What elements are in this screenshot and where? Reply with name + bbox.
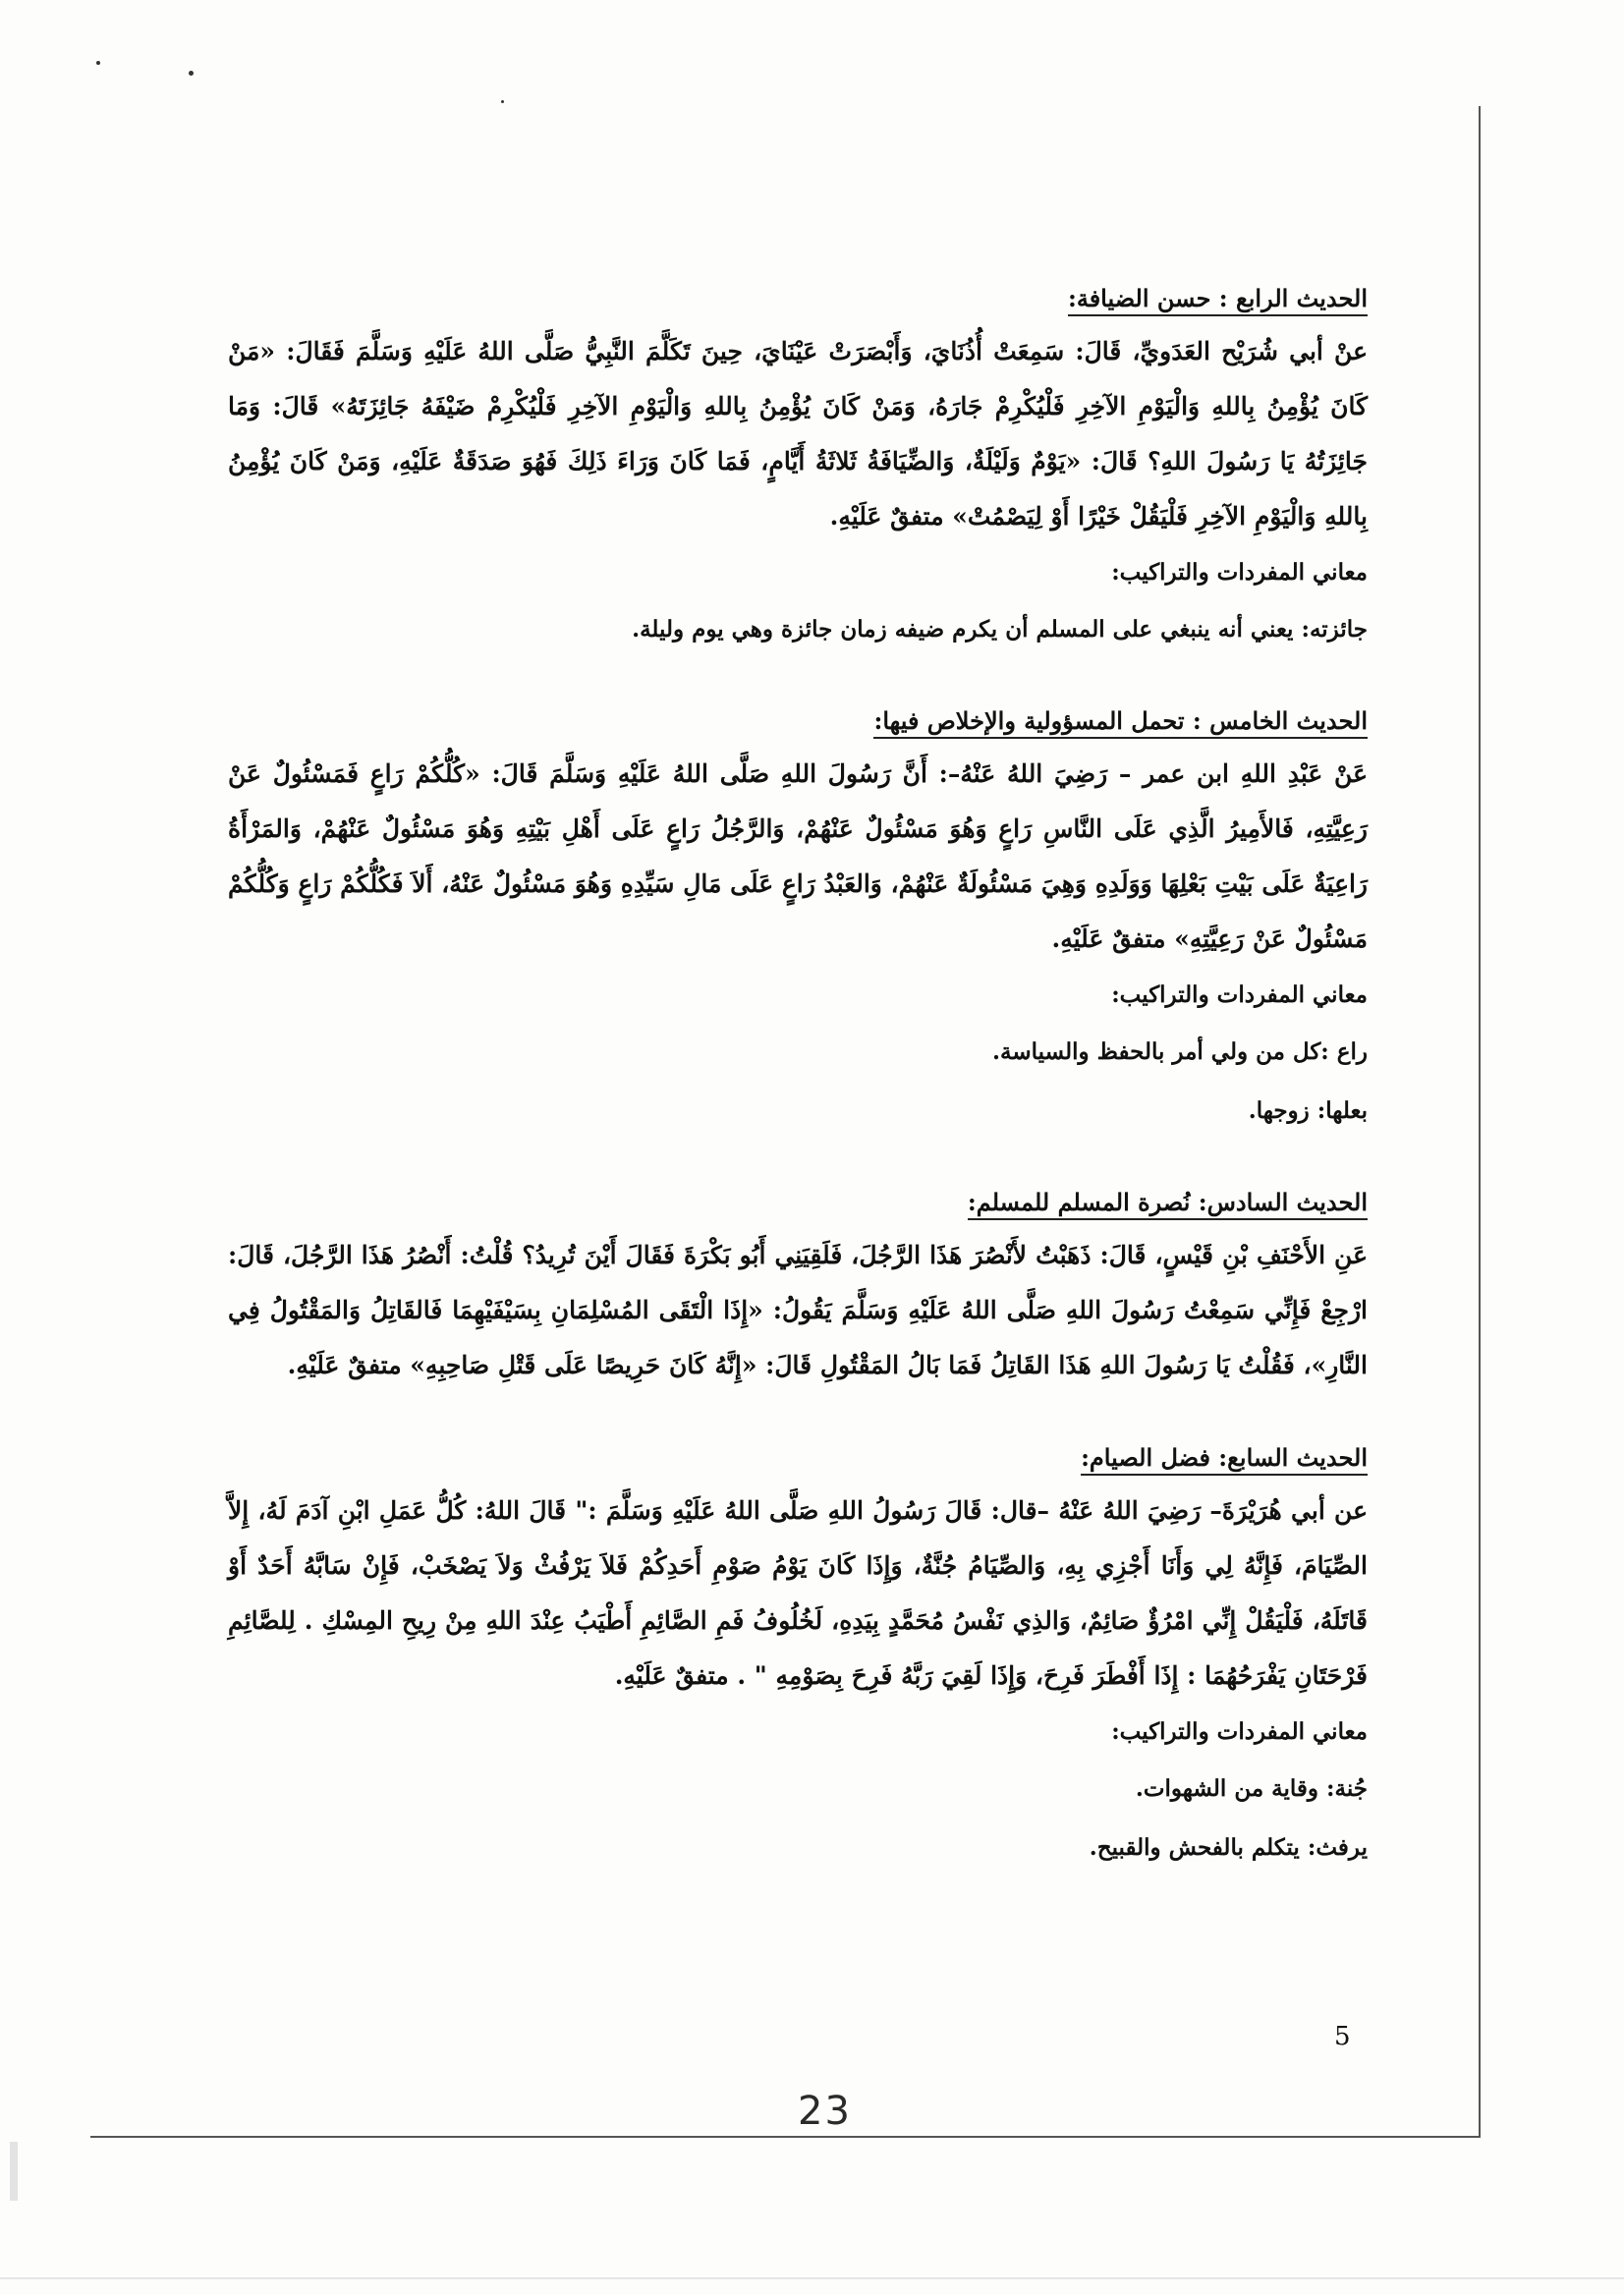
section-heading [228,1432,1368,1483]
handwritten-page-number: 23 [798,2089,852,2134]
scan-speck [96,61,100,65]
vocabulary-heading: معاني المفردات والتراكيب: [1111,559,1368,586]
scan-edge-shadow [10,2142,18,2201]
vocabulary-heading: معاني المفردات والتراكيب: [1111,981,1368,1008]
document-body [228,273,1368,1875]
hadith-section-5 [228,696,1368,1138]
hadith-text: عن أبي هُرَيْرَةَ– رَضِيَ اللهُ عَنْهُ –قال: قَالَ رَسُولُ اللهِ صَلَّى اللهُ عَلَيْهِ وَسَلَّمَ :" قَالَ اللهُ: كُلُّ عَمَلِ ابْنِ آدَمَ لَهُ، إِلاَّ الصِّيَامَ، فَإِنَّهُ لِي وَأَنَا أَجْزِي بِهِ، وَالصِّيَامُ جُنَّةٌ، وَإِذَا كَانَ يَوْمُ صَوْمِ أَحَدِكُمْ فَلاَ يَرْفُثْ وَلاَ يَصْخَبْ، فَإِنْ سَابَّهُ أَحَدٌ أَوْ قَاتَلَهُ، فَلْيَقُلْ إِنِّي امْرُؤٌ صَائِمٌ، وَالذِي نَفْسُ مُحَمَّدٍ بِيَدِهِ، لَخُلُوفُ فَمِ الصَّائِمِ أَطْيَبُ عِنْدَ اللهِ مِنْ رِيحِ المِسْكِ . لِلصَّائِمِ فَرْحَتَانِ يَفْرَحُهُمَا : إِذَا أَفْطَرَ فَرِحَ، وَإِذَا لَقِيَ رَبَّهُ فَرِحَ بِصَوْمِهِ " . متفقٌ عَلَيْهِ. [228,1496,1368,1690]
hadith-text: عَنِ الأَحْنَفِ بْنِ قَيْسٍ، قَالَ: ذَهَبْتُ لأَنْصُرَ هَذَا الرَّجُلَ، فَلَقِيَنِي أَبُو بَكْرَةَ فَقَالَ أَيْنَ تُرِيدُ؟ قُلْتُ: أَنْصُرُ هَذَا الرَّجُلَ، قَالَ: ارْجِعْ فَإِنِّي سَمِعْتُ رَسُولَ اللهِ صَلَّى اللهُ عَلَيْهِ وَسَلَّمَ يَقُولُ: «إِذَا الْتَقَى المُسْلِمَانِ بِسَيْفَيْهِمَا فَالقَاتِلُ وَالمَقْتُولُ فِي النَّارِ»، فَقُلْتُ يَا رَسُولَ اللهِ هَذَا القَاتِلُ فَمَا بَالُ المَقْتُولِ قَالَ: «إِنَّهُ كَانَ حَرِيصًا عَلَى قَتْلِ صَاحِبِهِ» متفقٌ عَلَيْهِ. [228,1241,1368,1379]
page-frame-right-border [1479,106,1481,2138]
page-frame-bottom-border [90,2136,1480,2138]
section-heading-text: الحديث الرابع : حسن الضيافة: [1068,284,1368,316]
section-heading [228,1177,1368,1228]
vocabulary-gloss: جائزته: يعني أنه ينبغي على المسلم أن يكرم ضيفه زمان جائزة وهي يوم وليلة. [632,616,1368,643]
vocabulary-gloss: يرفث: يتكلم بالفحش والقبيح. [1089,1834,1368,1861]
vocabulary-gloss: جُنة: وقاية من الشهوات. [1135,1775,1368,1802]
hadith-text: عَنْ عَبْدِ اللهِ ابن عمر – رَضِيَ اللهُ عَنْهُ–: أَنَّ رَسُولَ اللهِ صَلَّى اللهُ عَلَيْهِ وَسَلَّمَ قَالَ: «كُلُّكُمْ رَاعٍ فَمَسْئُولٌ عَنْ رَعِيَّتِهِ، فَالأَمِيرُ الَّذِي عَلَى النَّاسِ رَاعٍ وَهُوَ مَسْئُولٌ عَنْهُمْ، وَالرَّجُلُ رَاعٍ عَلَى أَهْلِ بَيْتِهِ وَهُوَ مَسْئُولٌ عَنْهُمْ، وَالمَرْأَةُ رَاعِيَةٌ عَلَى بَيْتِ بَعْلِهَا وَوَلَدِهِ وَهِيَ مَسْئُولَةٌ عَنْهُمْ، وَالعَبْدُ رَاعٍ عَلَى مَالِ سَيِّدِهِ وَهُوَ مَسْئُولٌ عَنْهُ، أَلاَ فَكُلُّكُمْ رَاعٍ وَكُلُّكُمْ مَسْئُولٌ عَنْ رَعِيَّتِهِ» متفقٌ عَلَيْهِ. [228,759,1368,953]
hadith-section-7 [228,1432,1368,1875]
vocabulary-heading: معاني المفردات والتراكيب: [1111,1718,1368,1745]
section-heading [228,273,1368,324]
scan-speck [189,71,194,76]
section-heading-text: الحديث السادس: نُصرة المسلم للمسلم: [968,1188,1368,1220]
page-number: 5 [1334,2022,1351,2051]
vocabulary-gloss: بعلها: زوجها. [1248,1097,1368,1124]
section-heading-text: الحديث الخامس : تحمل المسؤولية والإخلاص فيها: [873,706,1368,739]
vocabulary-gloss: راع :كل من ولي أمر بالحفظ والسياسة. [992,1038,1368,1065]
scan-speck [501,100,504,103]
section-heading-text: الحديث السابع: فضل الصيام: [1081,1443,1368,1476]
scan-bottom-edge [0,2277,1624,2279]
hadith-section-6 [228,1177,1368,1393]
hadith-text: عنْ أبي شُرَيْح العَدَويِّ، قَالَ: سَمِعَتْ أُذُنَايَ، وَأَبْصَرَتْ عَيْنَايَ، حِينَ تَكَلَّمَ النَّبِيُّ صَلَّى اللهُ عَلَيْهِ وَسَلَّمَ فَقَالَ: «مَنْ كَانَ يُؤْمِنُ بِاللهِ وَالْيَوْمِ الآخِرِ فَلْيُكْرِمْ جَارَهُ، وَمَنْ كَانَ يُؤْمِنُ بِاللهِ وَالْيَوْمِ الآخِرِ فَلْيُكْرِمْ ضَيْفَهُ جَائِزَتَهُ» قَالَ: وَمَا جَائِزَتُهُ يَا رَسُولَ اللهِ؟ قَالَ: «يَوْمٌ وَلَيْلَةٌ، وَالضِّيَافَةُ ثَلاثَةُ أَيَّامٍ، فَمَا كَانَ وَرَاءَ ذَلِكَ فَهُوَ صَدَقَةٌ عَلَيْهِ، وَمَنْ كَانَ يُؤْمِنُ بِاللهِ وَالْيَوْمِ الآخِرِ فَلْيَقُلْ خَيْرًا أَوْ لِيَصْمُتْ» متفقٌ عَلَيْهِ. [228,337,1368,531]
hadith-section-4 [228,273,1368,656]
section-heading [228,696,1368,747]
